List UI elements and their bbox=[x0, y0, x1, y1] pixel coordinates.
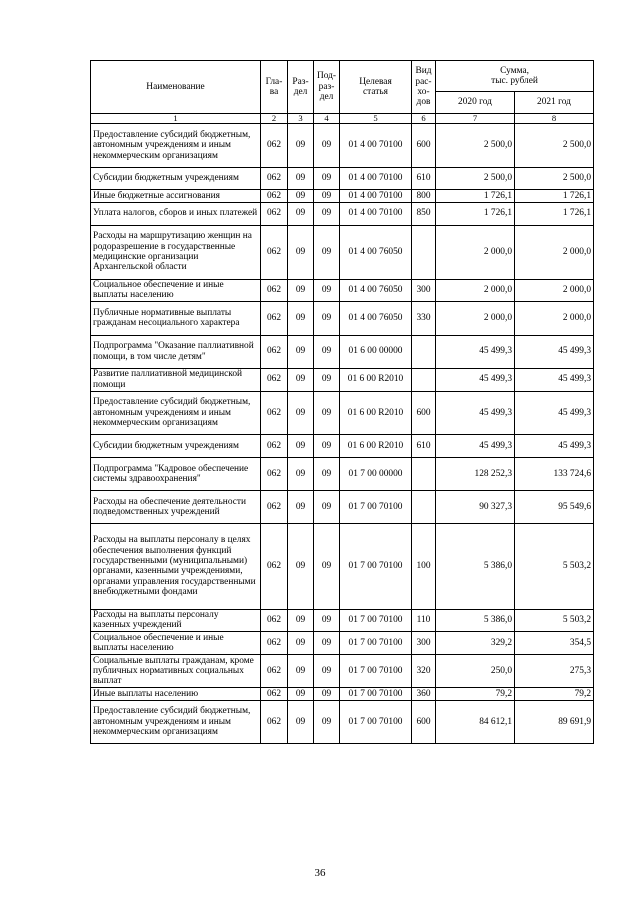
table-row bbox=[91, 491, 594, 524]
row-vid bbox=[412, 368, 436, 391]
header-vid: Вид рас- хо- дов bbox=[412, 61, 436, 114]
row-razdel: 09 bbox=[288, 655, 314, 688]
header-year-2021: 2021 год bbox=[515, 92, 594, 114]
row-name: Социальное обеспечение и иные выплаты населению bbox=[91, 279, 261, 302]
header-row bbox=[91, 61, 594, 92]
table-row bbox=[91, 167, 594, 190]
row-vid: 610 bbox=[412, 167, 436, 190]
row-razdel: 09 bbox=[288, 632, 314, 655]
column-number: 5 bbox=[340, 114, 412, 124]
row-amount-2020: 45 499,3 bbox=[436, 435, 515, 458]
row-amount-2021: 45 499,3 bbox=[515, 435, 594, 458]
row-name: Развитие паллиативной медицинской помощи bbox=[91, 368, 261, 391]
column-number: 8 bbox=[515, 114, 594, 124]
table-row bbox=[91, 655, 594, 688]
row-amount-2021: 5 503,2 bbox=[515, 609, 594, 632]
row-vid: 320 bbox=[412, 655, 436, 688]
row-glava: 062 bbox=[261, 655, 288, 688]
row-amount-2020: 329,2 bbox=[436, 632, 515, 655]
row-name: Иные выплаты населению bbox=[91, 688, 261, 700]
row-glava: 062 bbox=[261, 524, 288, 609]
row-glava: 062 bbox=[261, 391, 288, 435]
row-amount-2020: 45 499,3 bbox=[436, 335, 515, 368]
row-amount-2021: 1 726,1 bbox=[515, 190, 594, 202]
row-podrazdel: 09 bbox=[314, 700, 340, 744]
row-amount-2020: 2 000,0 bbox=[436, 302, 515, 335]
row-name: Предоставление субсидий бюджетным, автономным учреждениям и иным некоммерческим организациям bbox=[91, 391, 261, 435]
row-amount-2020: 90 327,3 bbox=[436, 491, 515, 524]
row-vid: 800 bbox=[412, 190, 436, 202]
row-glava: 062 bbox=[261, 435, 288, 458]
row-name: Уплата налогов, сборов и иных платежей bbox=[91, 202, 261, 225]
row-podrazdel: 09 bbox=[314, 279, 340, 302]
row-amount-2021: 354,5 bbox=[515, 632, 594, 655]
row-amount-2021: 133 724,6 bbox=[515, 457, 594, 490]
row-razdel: 09 bbox=[288, 302, 314, 335]
table-row bbox=[91, 190, 594, 202]
header-year-2020: 2020 год bbox=[436, 92, 515, 114]
row-podrazdel: 09 bbox=[314, 124, 340, 168]
row-name: Социальное обеспечение и иные выплаты населению bbox=[91, 632, 261, 655]
row-amount-2020: 79,2 bbox=[436, 688, 515, 700]
row-amount-2020: 45 499,3 bbox=[436, 368, 515, 391]
row-vid: 300 bbox=[412, 279, 436, 302]
row-vid bbox=[412, 491, 436, 524]
row-name: Социальные выплаты гражданам, кроме публичных нормативных социальных выплат bbox=[91, 655, 261, 688]
row-vid bbox=[412, 225, 436, 279]
row-amount-2021: 45 499,3 bbox=[515, 335, 594, 368]
row-glava: 062 bbox=[261, 688, 288, 700]
row-razdel: 09 bbox=[288, 688, 314, 700]
row-razdel: 09 bbox=[288, 457, 314, 490]
row-vid: 610 bbox=[412, 435, 436, 458]
row-name: Субсидии бюджетным учреждениям bbox=[91, 167, 261, 190]
column-number-row bbox=[91, 114, 594, 124]
row-name: Расходы на выплаты персоналу казенных учреждений bbox=[91, 609, 261, 632]
row-amount-2020: 2 000,0 bbox=[436, 225, 515, 279]
row-name: Подпрограмма "Оказание паллиативной помощи, в том числе детям" bbox=[91, 335, 261, 368]
row-amount-2020: 1 726,1 bbox=[436, 202, 515, 225]
row-amount-2021: 5 503,2 bbox=[515, 524, 594, 609]
row-razdel: 09 bbox=[288, 190, 314, 202]
row-vid: 110 bbox=[412, 609, 436, 632]
table-row bbox=[91, 202, 594, 225]
row-name: Предоставление субсидий бюджетным, автономным учреждениям и иным некоммерческим организациям bbox=[91, 124, 261, 168]
row-statya: 01 7 00 70100 bbox=[340, 655, 412, 688]
row-glava: 062 bbox=[261, 190, 288, 202]
row-statya: 01 7 00 70100 bbox=[340, 700, 412, 744]
row-podrazdel: 09 bbox=[314, 202, 340, 225]
row-amount-2021: 1 726,1 bbox=[515, 202, 594, 225]
row-amount-2021: 79,2 bbox=[515, 688, 594, 700]
table-row bbox=[91, 457, 594, 490]
row-vid: 330 bbox=[412, 302, 436, 335]
row-glava: 062 bbox=[261, 700, 288, 744]
row-amount-2020: 84 612,1 bbox=[436, 700, 515, 744]
row-amount-2021: 45 499,3 bbox=[515, 368, 594, 391]
row-vid: 360 bbox=[412, 688, 436, 700]
row-amount-2020: 128 252,3 bbox=[436, 457, 515, 490]
row-statya: 01 4 00 76050 bbox=[340, 302, 412, 335]
row-razdel: 09 bbox=[288, 225, 314, 279]
page-number: 36 bbox=[314, 867, 326, 879]
row-amount-2020: 1 726,1 bbox=[436, 190, 515, 202]
row-amount-2020: 5 386,0 bbox=[436, 524, 515, 609]
column-number: 2 bbox=[261, 114, 288, 124]
row-amount-2021: 2 000,0 bbox=[515, 279, 594, 302]
row-podrazdel: 09 bbox=[314, 335, 340, 368]
row-statya: 01 7 00 70100 bbox=[340, 524, 412, 609]
header-podrazdel: Под- раз- дел bbox=[314, 61, 340, 114]
table-row bbox=[91, 632, 594, 655]
table-row bbox=[91, 302, 594, 335]
row-name: Расходы на выплаты персоналу в целях обеспечения выполнения функций государственными (муниципальными) органами, казенными учреждениями, органами управления государственными внебюджетными фондами bbox=[91, 524, 261, 609]
row-razdel: 09 bbox=[288, 700, 314, 744]
row-name: Подпрограмма "Кадровое обеспечение системы здравоохранения" bbox=[91, 457, 261, 490]
row-amount-2021: 45 499,3 bbox=[515, 391, 594, 435]
row-glava: 062 bbox=[261, 202, 288, 225]
row-statya: 01 7 00 70100 bbox=[340, 491, 412, 524]
row-statya: 01 7 00 00000 bbox=[340, 457, 412, 490]
row-podrazdel: 09 bbox=[314, 655, 340, 688]
table-row bbox=[91, 368, 594, 391]
row-vid bbox=[412, 457, 436, 490]
row-razdel: 09 bbox=[288, 435, 314, 458]
row-amount-2020: 250,0 bbox=[436, 655, 515, 688]
row-podrazdel: 09 bbox=[314, 391, 340, 435]
table-row bbox=[91, 609, 594, 632]
row-name: Расходы на обеспечение деятельности подведомственных учреждений bbox=[91, 491, 261, 524]
row-amount-2020: 2 500,0 bbox=[436, 124, 515, 168]
row-glava: 062 bbox=[261, 609, 288, 632]
row-statya: 01 4 00 70100 bbox=[340, 190, 412, 202]
row-glava: 062 bbox=[261, 279, 288, 302]
row-vid: 600 bbox=[412, 700, 436, 744]
table-row bbox=[91, 688, 594, 700]
row-glava: 062 bbox=[261, 335, 288, 368]
row-statya: 01 4 00 70100 bbox=[340, 202, 412, 225]
row-vid: 600 bbox=[412, 124, 436, 168]
row-razdel: 09 bbox=[288, 167, 314, 190]
column-number: 1 bbox=[91, 114, 261, 124]
row-podrazdel: 09 bbox=[314, 167, 340, 190]
row-razdel: 09 bbox=[288, 491, 314, 524]
column-number: 6 bbox=[412, 114, 436, 124]
row-statya: 01 4 00 70100 bbox=[340, 124, 412, 168]
row-glava: 062 bbox=[261, 167, 288, 190]
row-amount-2021: 2 500,0 bbox=[515, 167, 594, 190]
row-glava: 062 bbox=[261, 225, 288, 279]
budget-table bbox=[90, 60, 594, 744]
row-podrazdel: 09 bbox=[314, 368, 340, 391]
header-name: Наименование bbox=[91, 61, 261, 114]
row-amount-2020: 2 500,0 bbox=[436, 167, 515, 190]
row-podrazdel: 09 bbox=[314, 457, 340, 490]
row-statya: 01 4 00 70100 bbox=[340, 167, 412, 190]
header-summa: Сумма, тыс. рублей bbox=[436, 61, 594, 92]
row-statya: 01 6 00 00000 bbox=[340, 335, 412, 368]
row-vid: 600 bbox=[412, 391, 436, 435]
row-statya: 01 4 00 76050 bbox=[340, 225, 412, 279]
row-name: Предоставление субсидий бюджетным, автономным учреждениям и иным некоммерческим организациям bbox=[91, 700, 261, 744]
row-podrazdel: 09 bbox=[314, 609, 340, 632]
row-podrazdel: 09 bbox=[314, 302, 340, 335]
table-row bbox=[91, 391, 594, 435]
table-row bbox=[91, 700, 594, 744]
row-podrazdel: 09 bbox=[314, 688, 340, 700]
header-statya: Целевая статья bbox=[340, 61, 412, 114]
table-row bbox=[91, 335, 594, 368]
header-razdel: Раз- дел bbox=[288, 61, 314, 114]
row-amount-2021: 89 691,9 bbox=[515, 700, 594, 744]
row-vid bbox=[412, 335, 436, 368]
column-number: 3 bbox=[288, 114, 314, 124]
row-glava: 062 bbox=[261, 302, 288, 335]
header-glava: Гла- ва bbox=[261, 61, 288, 114]
row-vid: 850 bbox=[412, 202, 436, 225]
row-podrazdel: 09 bbox=[314, 190, 340, 202]
row-razdel: 09 bbox=[288, 124, 314, 168]
row-razdel: 09 bbox=[288, 368, 314, 391]
row-statya: 01 6 00 R2010 bbox=[340, 391, 412, 435]
row-amount-2021: 2 000,0 bbox=[515, 225, 594, 279]
row-podrazdel: 09 bbox=[314, 435, 340, 458]
row-podrazdel: 09 bbox=[314, 491, 340, 524]
row-razdel: 09 bbox=[288, 335, 314, 368]
row-razdel: 09 bbox=[288, 524, 314, 609]
row-razdel: 09 bbox=[288, 609, 314, 632]
row-glava: 062 bbox=[261, 124, 288, 168]
row-vid: 100 bbox=[412, 524, 436, 609]
row-name: Расходы на маршрутизацию женщин на родоразрешение в государственные медицинские организации Архангельской области bbox=[91, 225, 261, 279]
row-amount-2021: 95 549,6 bbox=[515, 491, 594, 524]
row-razdel: 09 bbox=[288, 391, 314, 435]
row-amount-2021: 2 500,0 bbox=[515, 124, 594, 168]
row-statya: 01 7 00 70100 bbox=[340, 609, 412, 632]
row-podrazdel: 09 bbox=[314, 225, 340, 279]
table-row bbox=[91, 124, 594, 168]
row-statya: 01 6 00 R2010 bbox=[340, 368, 412, 391]
row-statya: 01 6 00 R2010 bbox=[340, 435, 412, 458]
row-vid: 300 bbox=[412, 632, 436, 655]
row-amount-2021: 2 000,0 bbox=[515, 302, 594, 335]
column-number: 4 bbox=[314, 114, 340, 124]
row-name: Иные бюджетные ассигнования bbox=[91, 190, 261, 202]
row-name: Субсидии бюджетным учреждениям bbox=[91, 435, 261, 458]
table-row bbox=[91, 279, 594, 302]
table-row bbox=[91, 524, 594, 609]
column-number: 7 bbox=[436, 114, 515, 124]
row-glava: 062 bbox=[261, 457, 288, 490]
row-glava: 062 bbox=[261, 368, 288, 391]
row-podrazdel: 09 bbox=[314, 524, 340, 609]
row-glava: 062 bbox=[261, 491, 288, 524]
row-razdel: 09 bbox=[288, 202, 314, 225]
row-statya: 01 4 00 76050 bbox=[340, 279, 412, 302]
table-row bbox=[91, 435, 594, 458]
table-body bbox=[91, 124, 594, 744]
row-amount-2020: 5 386,0 bbox=[436, 609, 515, 632]
row-amount-2020: 45 499,3 bbox=[436, 391, 515, 435]
row-glava: 062 bbox=[261, 632, 288, 655]
row-amount-2020: 2 000,0 bbox=[436, 279, 515, 302]
table-row bbox=[91, 225, 594, 279]
row-razdel: 09 bbox=[288, 279, 314, 302]
row-statya: 01 7 00 70100 bbox=[340, 632, 412, 655]
row-statya: 01 7 00 70100 bbox=[340, 688, 412, 700]
row-podrazdel: 09 bbox=[314, 632, 340, 655]
row-name: Публичные нормативные выплаты гражданам несоциального характера bbox=[91, 302, 261, 335]
row-amount-2021: 275,3 bbox=[515, 655, 594, 688]
